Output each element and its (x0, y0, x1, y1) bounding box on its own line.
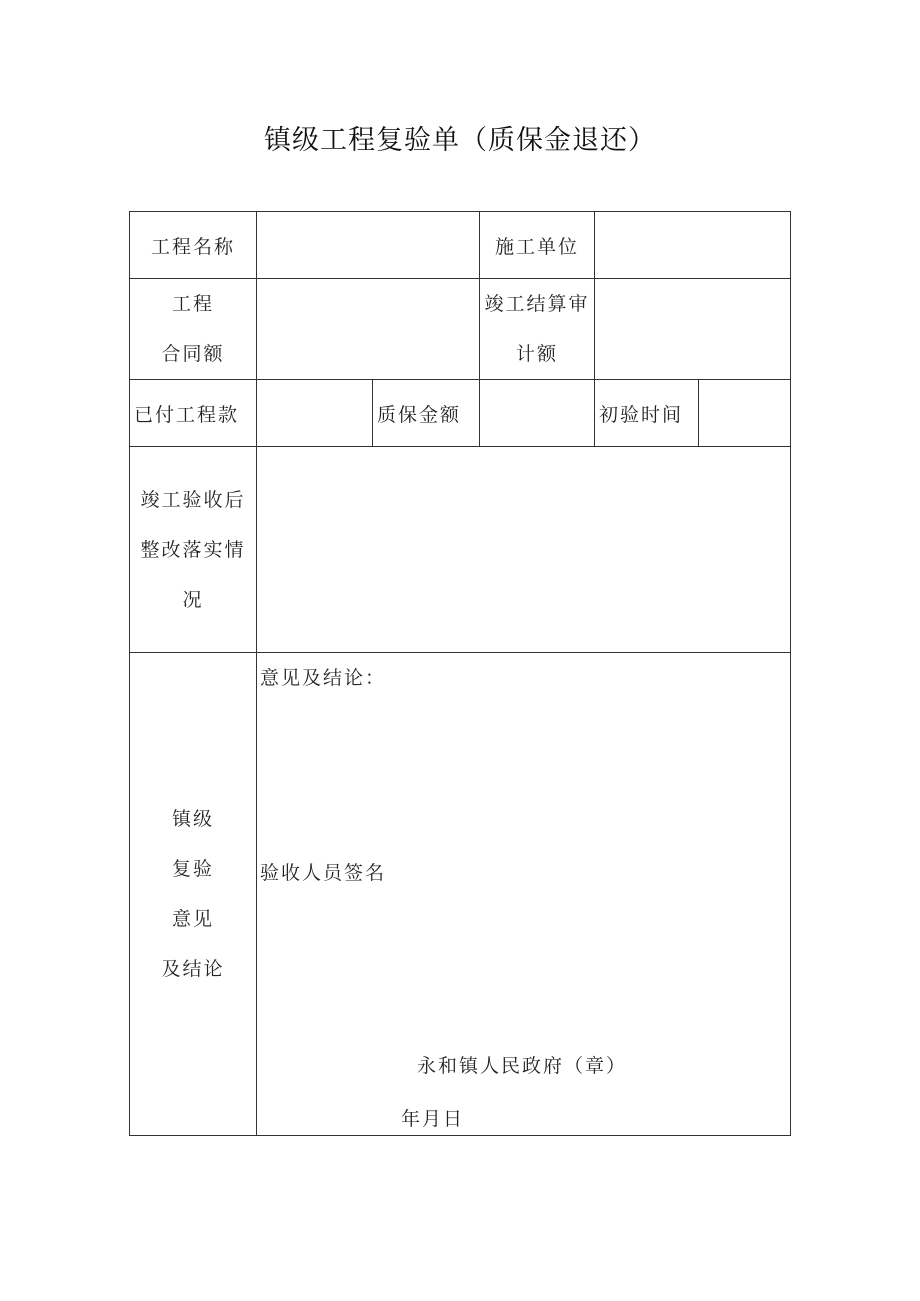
warranty-label: 质保金额 (373, 380, 480, 447)
recheck-label-line3: 意见 (171, 908, 214, 930)
date-label: 年月日 (401, 1108, 465, 1130)
initial-inspection-field[interactable] (699, 380, 791, 447)
opinion-field[interactable] (257, 653, 791, 1136)
signature-label: 验收人员签名 (260, 862, 387, 884)
rectification-label-line1: 竣工验收后 (140, 488, 246, 511)
row-recheck-opinion (130, 653, 791, 1136)
project-name-field[interactable] (257, 212, 480, 279)
recheck-label-line1: 镇级 (171, 808, 214, 830)
audit-amount-field[interactable] (595, 279, 791, 380)
contractor-label: 施工单位 (480, 212, 595, 279)
audit-amount-label-line1: 竣工结算审 (484, 293, 590, 315)
row-payments (130, 380, 791, 447)
contract-amount-label (130, 279, 257, 380)
paid-field[interactable] (257, 380, 373, 447)
recheck-label (130, 653, 257, 1136)
rectification-label-line2: 整改落实情 (140, 538, 246, 561)
initial-inspection-label: 初验时间 (595, 380, 699, 447)
contract-amount-field[interactable] (257, 279, 480, 380)
recheck-label-line2: 复验 (171, 858, 214, 880)
warranty-field[interactable] (480, 380, 595, 447)
contract-amount-label-line2: 合同额 (161, 343, 225, 365)
contractor-field[interactable] (595, 212, 791, 279)
recheck-label-line4: 及结论 (161, 958, 225, 980)
audit-amount-label (480, 279, 595, 380)
recheck-form-table (129, 211, 791, 1136)
audit-amount-label-line2: 计额 (515, 343, 558, 365)
rectification-label (130, 447, 257, 653)
rectification-field[interactable] (257, 447, 791, 653)
project-name-label: 工程名称 (130, 212, 257, 279)
row-amounts (130, 279, 791, 380)
row-rectification (130, 447, 791, 653)
contract-amount-label-line1: 工程 (171, 293, 214, 315)
rectification-label-line3: 况 (182, 588, 204, 611)
seal-text: 永和镇人民政府（章） (417, 1055, 628, 1077)
paid-label: 已付工程款 (130, 380, 257, 447)
document-title: 镇级工程复验单（质保金退还） (264, 125, 656, 156)
row-project-info (130, 212, 791, 279)
opinion-label: 意见及结论： (260, 667, 387, 689)
